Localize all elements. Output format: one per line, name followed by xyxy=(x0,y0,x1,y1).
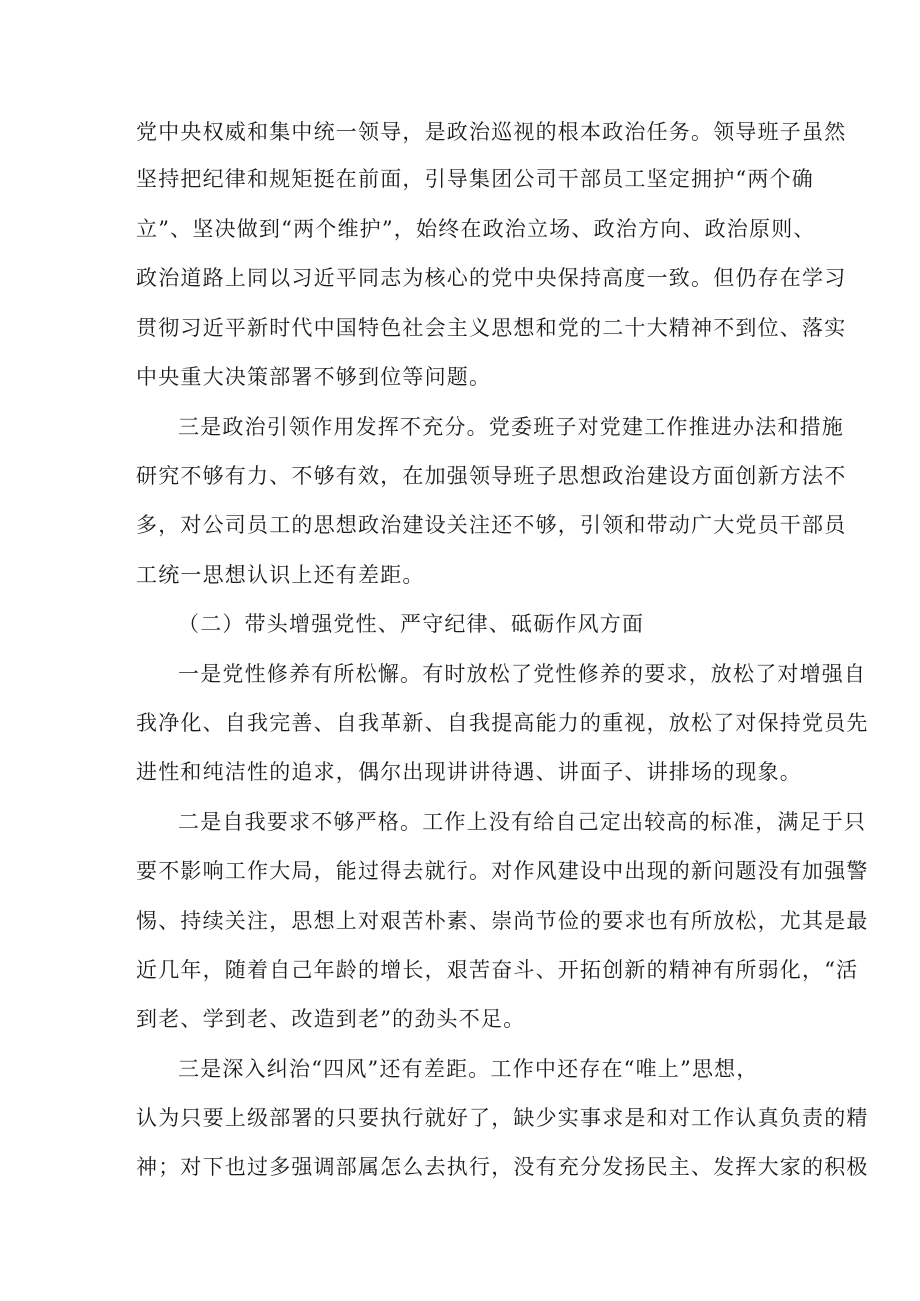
text-line: 神；对下也过多强调部属怎么去执行，没有充分发扬民主、发挥大家的积极 xyxy=(136,1155,869,1179)
text-line: 政治道路上同以习近平同志为核心的党中央保持高度一致。但仍存在学习 xyxy=(136,266,847,290)
paragraph-first-line: 三是深入纠治“四风”还有差距。工作中还存在“唯上”思想， xyxy=(178,1057,759,1081)
text-line: 认为只要上级部署的只要执行就好了，缺少实事求是和对工作认真负责的精 xyxy=(136,1106,869,1130)
paragraph-first-line: 二是自我要求不够严格。工作上没有给自己定出较高的标准，满足于只 xyxy=(178,810,867,834)
text-line: 党中央权威和集中统一领导，是政治巡视的根本政治任务。领导班子虽然 xyxy=(136,120,847,144)
text-line: 要不影响工作大局，能过得去就行。对作风建设中出现的新问题没有加强警 xyxy=(136,859,869,883)
text-line: 到老、学到老、改造到老”的劲头不足。 xyxy=(136,1007,526,1031)
text-line: 进性和纯洁性的追求，偶尔出现讲讲待遇、讲面子、讲排场的现象。 xyxy=(136,760,802,784)
text-line: 工统一思想认识上还有差距。 xyxy=(136,563,425,587)
text-line: 贯彻习近平新时代中国特色社会主义思想和党的二十大精神不到位、落实 xyxy=(136,316,847,340)
text-line: 多，对公司员工的思想政治建设关注还不够，引领和带动广大党员干部员 xyxy=(136,513,847,537)
section-heading: （二）带头增强党性、严守纪律、砥砺作风方面 xyxy=(178,612,645,636)
paragraph-first-line: 三是政治引领作用发挥不充分。党委班子对党建工作推进办法和措施 xyxy=(178,415,844,439)
text-line: 坚持把纪律和规矩挺在前面，引导集团公司干部员工坚定拥护“两个确 xyxy=(136,167,814,191)
text-line: 中央重大决策部署不够到位等问题。 xyxy=(136,365,492,389)
paragraph-first-line: 一是党性修养有所松懈。有时放松了党性修养的要求，放松了对增强自 xyxy=(178,662,867,686)
text-line: 我净化、自我完善、自我革新、自我提高能力的重视，放松了对保持党员先 xyxy=(136,711,869,735)
text-line: 近几年，随着自己年龄的增长，艰苦奋斗、开拓创新的精神有所弱化，“活 xyxy=(136,958,859,982)
text-line: 立”、坚决做到“两个维护”，始终在政治立场、政治方向、政治原则、 xyxy=(136,217,816,241)
text-line: 研究不够有力、不够有效，在加强领导班子思想政治建设方面创新方法不 xyxy=(136,464,847,488)
text-line: 惕、持续关注，思想上对艰苦朴素、崇尚节俭的要求也有所放松，尤其是最 xyxy=(136,909,869,933)
